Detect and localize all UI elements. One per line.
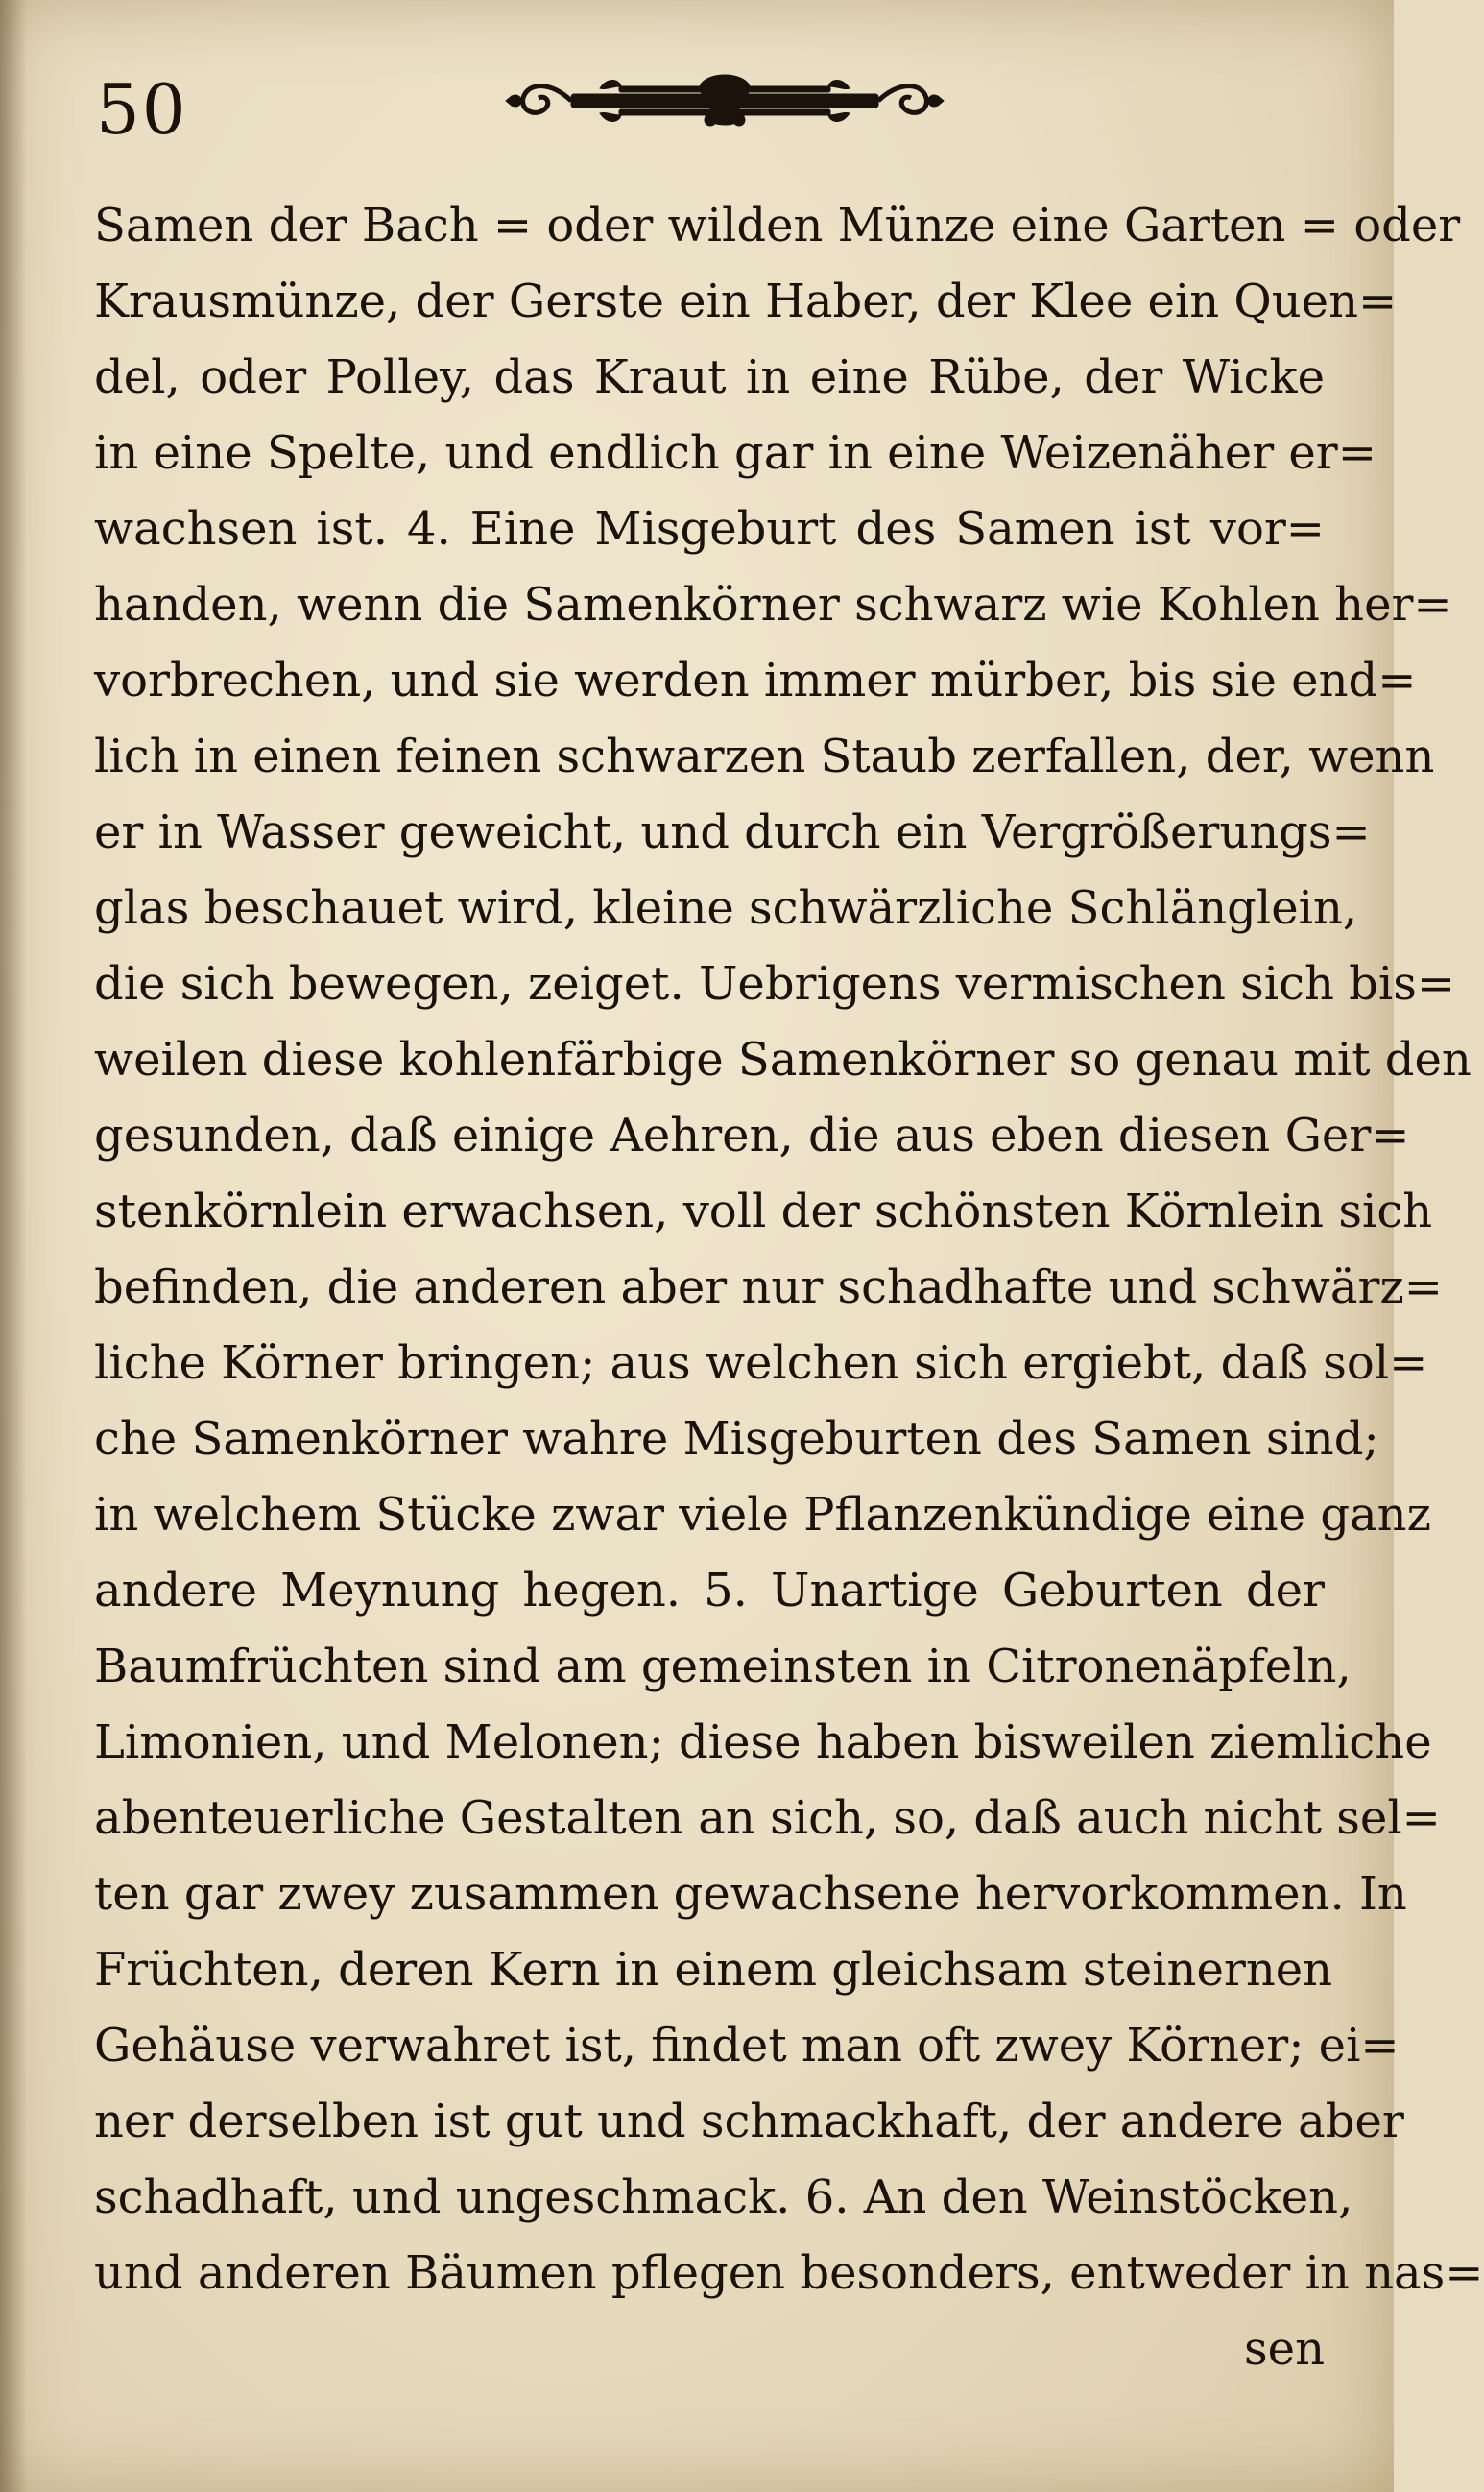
text-line: in welchem Stücke zwar viele Pflanzenkündige eine ganz: [94, 1488, 1431, 1542]
catchword: sen: [1244, 2322, 1325, 2376]
text-line: andere Meynung hegen. 5. Unartige Geburten der: [94, 1564, 1325, 1617]
text-line: Samen der Bach = oder wilden Münze eine Garten = oder: [94, 199, 1461, 252]
text-line: befinden, die anderen aber nur schadhafte und schwärz=: [94, 1260, 1443, 1314]
text-line: Limonien, und Melonen; diese haben bisweilen ziemliche: [94, 1715, 1432, 1769]
text-line: Krausmünze, der Gerste ein Haber, der Klee ein Quen=: [94, 275, 1398, 328]
text-line: in eine Spelte, und endlich gar in eine Weizenäher er=: [94, 426, 1376, 480]
decorative-vignette-icon: [504, 67, 945, 134]
text-line: ten gar zwey zusammen gewachsene hervorkommen. In: [94, 1867, 1407, 1921]
text-line: vorbrechen, und sie werden immer mürber, bis sie end=: [94, 654, 1417, 707]
text-line: er in Wasser geweicht, und durch ein Vergrößerungs=: [94, 805, 1371, 859]
text-line: schadhaft, und ungeschmack. 6. An den Weinstöcken,: [94, 2170, 1353, 2224]
text-line: und anderen Bäumen pflegen besonders, entweder in nas=: [94, 2246, 1484, 2300]
text-line: lich in einen feinen schwarzen Staub zerfallen, der, wenn: [94, 730, 1435, 783]
text-line: gesunden, daß einige Aehren, die aus eben diesen Ger=: [94, 1109, 1410, 1162]
page-number: 50: [96, 69, 188, 150]
text-line: wachsen ist. 4. Eine Misgeburt des Samen ist vor=: [94, 502, 1325, 556]
text-line: ner derselben ist gut und schmackhaft, der andere aber: [94, 2095, 1404, 2148]
text-line: che Samenkörner wahre Misgeburten des Samen sind;: [94, 1412, 1379, 1466]
body-text: [94, 188, 1484, 2387]
text-line: stenkörnlein erwachsen, voll der schönsten Körnlein sich: [94, 1185, 1433, 1238]
text-line: weilen diese kohlenfärbige Samenkörner so genau mit den: [94, 1033, 1472, 1087]
text-line: del, oder Polley, das Kraut in eine Rübe, der Wicke: [94, 350, 1325, 404]
text-line: handen, wenn die Samenkörner schwarz wie Kohlen her=: [94, 578, 1452, 632]
page-gutter-shadow: [0, 0, 27, 2492]
text-line: Baumfrüchten sind am gemeinsten in Citronenäpfeln,: [94, 1640, 1352, 1693]
text-line: Gehäuse verwahret ist, findet man oft zwey Körner; ei=: [94, 2019, 1400, 2073]
text-line: die sich bewegen, zeiget. Uebrigens vermischen sich bis=: [94, 957, 1456, 1011]
text-line: abenteuerliche Gestalten an sich, so, daß auch nicht sel=: [94, 1791, 1441, 1845]
text-line: glas beschauet wird, kleine schwärzliche Schlänglein,: [94, 881, 1358, 935]
text-line: Früchten, deren Kern in einem gleichsam steinernen: [94, 1943, 1333, 1997]
text-line: liche Körner bringen; aus welchen sich ergiebt, daß sol=: [94, 1336, 1428, 1390]
